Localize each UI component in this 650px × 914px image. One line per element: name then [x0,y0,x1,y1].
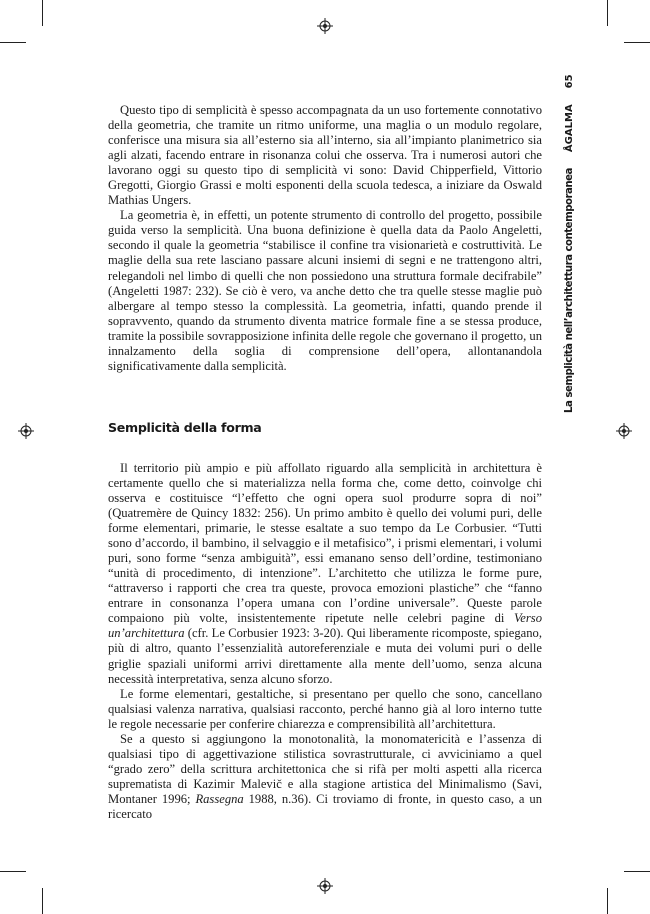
registration-mark-icon [616,423,632,439]
book-title: Verso un’architettura [108,611,542,641]
crop-mark [42,0,43,26]
section-heading: Semplicità della forma [108,419,262,435]
crop-mark [624,871,650,872]
journal-title: Rassegna [195,791,244,806]
crop-mark [607,0,608,26]
paragraph: Questo tipo di semplicità è spesso accompagnata da un uso fortemente connotativo della geometria, che tramite un ritmo uniforme, una maglia o un modulo regolare, conferisce una misura sia all’esterno sia all’interno, sia all’impianto planimetrico sia agli alzati, facendo entrare in risonanza colui che osserva. Tra i numerosi autori che lavorano oggi su questo tipo di semplicità vi sono: David Chipperfield, Vittorio Gregotti, Giorgio Grassi e molti esponenti della scuola tedesca, a iniziare da Oswald Mathias Ungers. [108,103,542,208]
registration-mark-icon [317,18,333,34]
page-number: 65 [564,74,575,89]
paragraph: Se a questo si aggiungono la monotonalità, la monomatericità e l’assenza di qualsiasi tipo di aggettivazione stilistica sovrastrutturale, ci avviciniamo a quel “grado zero” della scrittura architettonica che si rifà per molti aspetti alla ricerca suprematista di Kazimir Malevič e alla stagione artistica del Minimalismo (Savi, Montaner 1996; Rassegna 1988, n.36). Ci troviamo di fronte, in questo caso, a un ricercato [108,731,542,821]
paragraph: Le forme elementari, gestaltiche, si presentano per quello che sono, cancellano qualsiasi valenza narrativa, qualsiasi racconto, perché hanno già al loro interno tutte le regole necessarie per conferire chiarezza e comprensibilità all’architettura. [108,686,542,731]
running-head-title: La semplicità nell’architettura contemporanea [564,168,575,413]
paragraph: La geometria è, in effetti, un potente strumento di controllo del progetto, possibile guida verso la semplicità. Una buona definizione è quella data da Paolo Angeletti, secondo il quale la geometria “stabilisce il confine tra visionarietà e costruttività. Le maglie della sua rete lasciano passare alcuni insiemi di segni e ne trattengono altri, relegandoli nel limbo di quelli che non possiedono una struttura formale decifrabile” (Angeletti 1987: 232). Se ciò è vero, va anche detto che tra quelle stesse maglie può albergare al tempo stesso la complessità. La geometria, infatti, quando prende il sopravvento, quando da strumento diventa matrice formale fine a se stessa produce, tramite la possibile sovrapposizione infinita delle regole che governano il progetto, un innalzamento della soglia di comprensione dell’opera, allontanandola significativamente dalla semplicità. [108,208,542,373]
crop-mark [624,42,650,43]
body-text [108,103,542,822]
crop-mark [607,888,608,914]
journal-name: ÅGALMA [564,104,575,153]
running-head [562,0,578,914]
crop-mark [0,42,26,43]
crop-mark [0,871,26,872]
registration-mark-icon [317,878,333,894]
registration-mark-icon [18,423,34,439]
crop-mark [42,888,43,914]
paragraph: Il territorio più ampio e più affollato riguardo alla semplicità in architettura è certamente quello che si materializza nella forma che, come detto, coinvolge chi osserva e costituisce “l’effetto che ogni opera suol produrre sopra di noi” (Quatremère de Quincy 1832: 256). Un primo ambito è quello dei volumi puri, delle forme elementari, primarie, le stesse esaltate a suo tempo da Le Corbusier. “Tutti sono d’accordo, il bambino, il selvaggio e il metafisico”, i prismi elementari, i volumi puri, sono forme “senza ambiguità”, essi emanano senso dell’ordine, testimoniano “unità di procedimento, di intenzione”. L’architetto che utilizza le forme pure, “attraverso i rapporti che crea tra queste, provoca emozioni plastiche” che “fanno entrare in consonanza l’opera umana con l’ordine universale”. Queste parole compaiono più volte, insistentemente ripetute nelle celebri pagine di Verso un’architettura (cfr. Le Corbusier 1923: 3-20). Qui liberamente ricomposte, spiegano, più di altro, quanto l’essenzialità autoreferenziale e muta dei volumi puri o delle griglie spaziali uniformi arrivi direttamente alla mente dell’uomo, senza alcuna necessità interpretativa, senza alcuno sforzo. [108,460,542,686]
